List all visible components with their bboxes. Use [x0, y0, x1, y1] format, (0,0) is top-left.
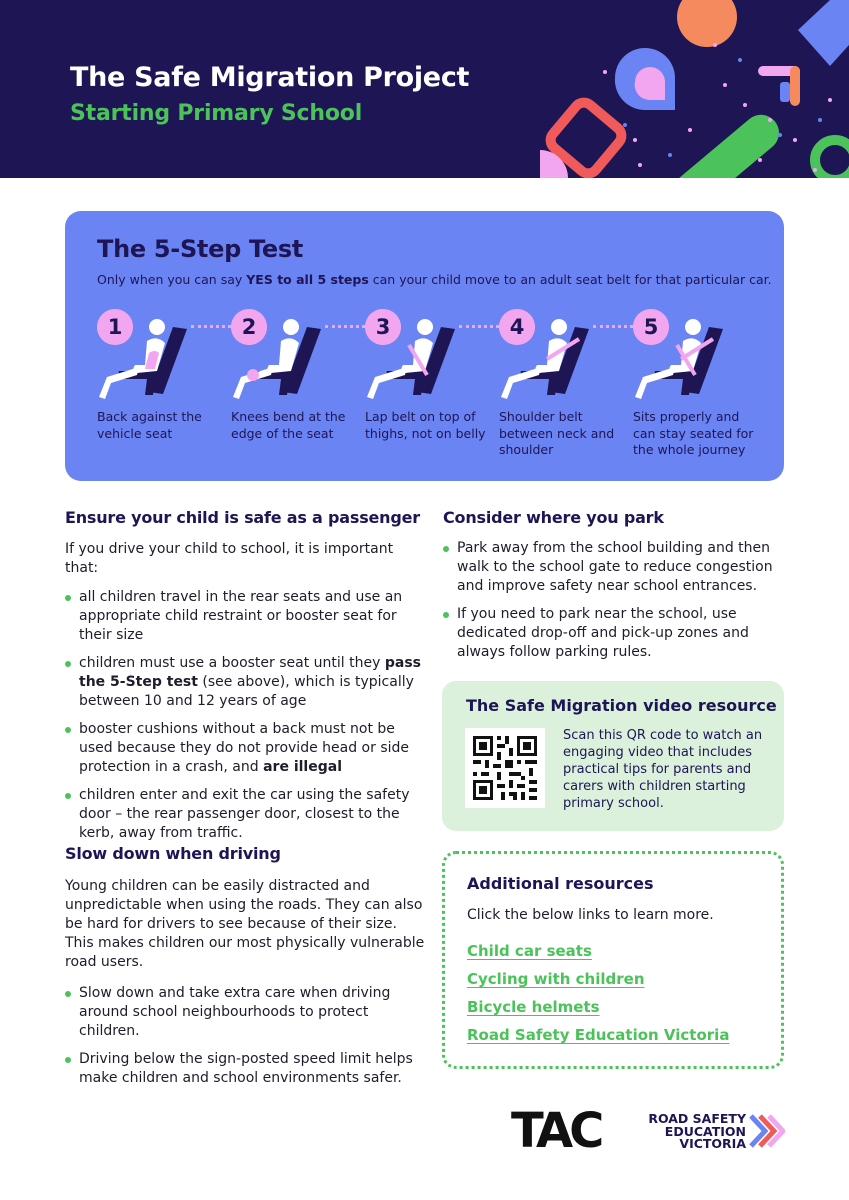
qr-code-icon[interactable] [465, 728, 545, 808]
step-number: 4 [499, 309, 535, 345]
section-heading: Consider where you park [443, 508, 664, 527]
bullet-bold: pass the 5-Step test [79, 655, 421, 690]
step-label: Back against the vehicle seat [97, 409, 202, 441]
bullet-dot [65, 1057, 71, 1063]
bullet-text: all children travel in the rear seats and use an appropriate child restraint or booster seat for their size [79, 589, 403, 643]
bullet-dot [65, 793, 71, 799]
bullet-text: booster cushions without a back must not be used because they do not provide head or side protection in a crash, and [79, 721, 409, 775]
intro-bold: YES to all 5 steps [246, 272, 369, 287]
five-step-title: The 5-Step Test [97, 235, 304, 263]
video-description: Scan this QR code to watch an engaging video that includes practical tips for parents and carers with children starting primary school. [563, 728, 763, 811]
resources-title: Additional resources [467, 874, 654, 893]
park-section [443, 508, 783, 671]
step-number: 5 [633, 309, 669, 345]
bullet-dot [65, 727, 71, 733]
bullet-dot [65, 661, 71, 667]
link-cycling-with-children[interactable]: Cycling with children [467, 970, 645, 988]
bullet-text: children must use a booster seat until they [79, 655, 385, 671]
bullet-list [65, 588, 425, 843]
bullet-item [443, 539, 783, 596]
bullet-text: children enter and exit the car using the safety door – the rear passenger door, closest to the kerb, away from traffic. [79, 787, 410, 841]
bullet-item [65, 984, 425, 1041]
page-subtitle: Starting Primary School [70, 101, 363, 126]
rsev-line: EDUCATION [664, 1123, 746, 1139]
page-title: The Safe Migration Project [70, 62, 470, 93]
five-step-intro [97, 272, 772, 287]
bullet-text: If you need to park near the school, use dedicated drop-off and pick-up zones and always follow parking rules. [457, 606, 749, 660]
decorative-shapes [540, 0, 849, 178]
step-number: 2 [231, 309, 267, 345]
five-step-test-card [65, 211, 784, 481]
bullet-item [65, 588, 425, 645]
step-label: Knees bend at the edge of the seat [231, 409, 346, 441]
step-number: 1 [97, 309, 133, 345]
bullet-text: (see above), which is typically between 10 and 12 years of age [79, 674, 414, 709]
section-intro: If you drive your child to school, it is important that: [65, 541, 394, 576]
rsev-logo-text [636, 1113, 746, 1151]
section-heading: Slow down when driving [65, 844, 281, 863]
section-heading: Ensure your child is safe as a passenger [65, 508, 420, 527]
bullet-list [65, 984, 425, 1088]
bullet-dot [65, 595, 71, 601]
bullet-dot [443, 612, 449, 618]
bullet-dot [443, 546, 449, 552]
additional-resources-box [442, 851, 784, 1069]
bullet-dot [65, 991, 71, 997]
step-label: Sits properly and can stay seated for the whole journey [633, 409, 754, 457]
passenger-section [65, 508, 425, 852]
bullet-item [65, 654, 425, 711]
rsev-line: ROAD SAFETY [648, 1111, 746, 1126]
intro-text: can your child move to an adult seat belt for that particular car. [368, 272, 772, 287]
link-child-car-seats[interactable]: Child car seats [467, 942, 592, 960]
link-bicycle-helmets[interactable]: Bicycle helmets [467, 998, 600, 1016]
video-resource-box [442, 681, 784, 831]
bullet-item [65, 786, 425, 843]
step-number: 3 [365, 309, 401, 345]
rsev-chevron-icon [749, 1112, 785, 1150]
bullet-text: Slow down and take extra care when driving around school neighbourhoods to protect children. [79, 985, 391, 1039]
bullet-bold: are illegal [263, 759, 342, 775]
video-title: The Safe Migration video resource [466, 696, 777, 715]
slow-down-section [65, 844, 425, 1097]
bullet-item [65, 1050, 425, 1088]
page-header [0, 0, 849, 178]
rsev-line: VICTORIA [679, 1136, 746, 1151]
bullet-text: Park away from the school building and then walk to the school gate to reduce congestion and improve safety near school entrances. [457, 540, 773, 594]
tac-logo-text: TAC [511, 1103, 601, 1151]
step-label: Shoulder belt between neck and shoulder [499, 409, 615, 457]
bullet-item [65, 720, 425, 777]
bullet-list [443, 539, 783, 662]
step-label: Lap belt on top of thighs, not on belly [365, 409, 486, 441]
section-intro: Young children can be easily distracted and unpredictable when using the roads. They can also be hard for drivers to see because of their size. This makes children our most physically vulnerable road users. [65, 878, 425, 970]
intro-text: Only when you can say [97, 272, 247, 287]
resources-intro: Click the below links to learn more. [467, 907, 714, 923]
bullet-item [443, 605, 783, 662]
tac-logo [511, 1101, 617, 1151]
link-road-safety-education-victoria[interactable]: Road Safety Education Victoria [467, 1026, 730, 1044]
bullet-text: Driving below the sign-posted speed limit helps make children and school environments safer. [79, 1051, 413, 1086]
